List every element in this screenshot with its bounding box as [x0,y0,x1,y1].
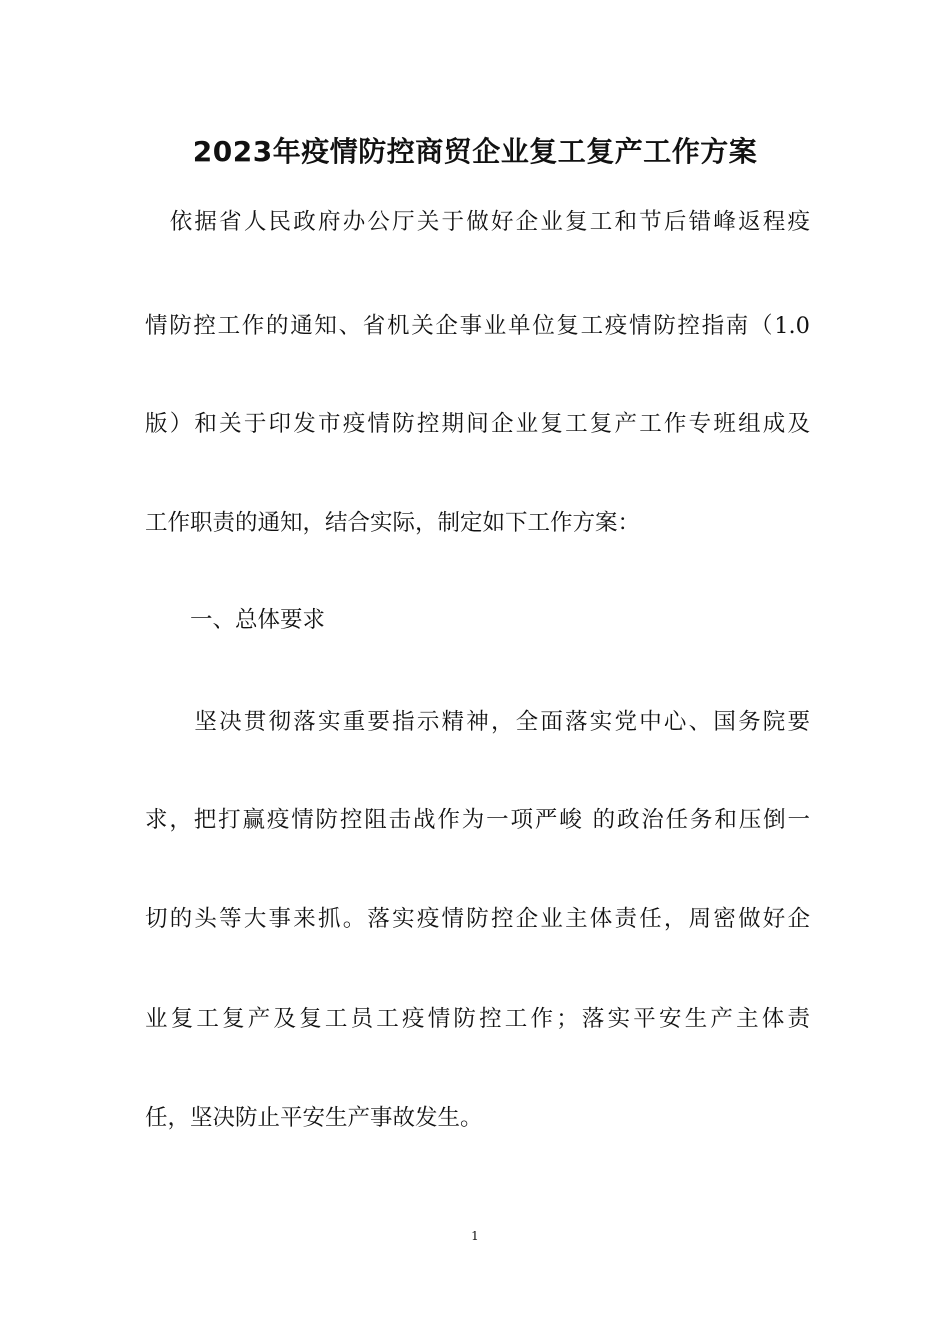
document-title: 2023年疫情防控商贸企业复工复产工作方案 [192,135,758,168]
body-line-7: 切的头等大事来抓。落实疫情防控企业主体责任，周密做好企 [145,906,810,932]
body-line-2: 情防控工作的通知、省机关企事业单位复工疫情防控指南（1.0 [145,313,810,339]
section-heading: 一、总体要求 [145,607,326,633]
body-line-9: 任，坚决防止平安生产事故发生。 [145,1105,483,1131]
page-number: 1 [471,1229,479,1243]
body-line-8: 业复工复产及复工员工疫情防控工作；落实平安生产主体责 [145,1006,810,1032]
body-line-5: 坚决贯彻落实重要指示精神，全面落实党中心、国务院要 [145,709,810,735]
body-line-1: 依据省人民政府办公厅关于做好企业复工和节后错峰返程疫 [145,209,810,235]
body-line-6: 求，把打赢疫情防控阻击战作为一项严峻 的政治任务和压倒一 [145,807,810,833]
body-line-3: 版）和关于印发市疫情防控期间企业复工复产工作专班组成及 [145,411,810,437]
body-line-4: 工作职责的通知，结合实际，制定如下工作方案： [145,510,641,536]
